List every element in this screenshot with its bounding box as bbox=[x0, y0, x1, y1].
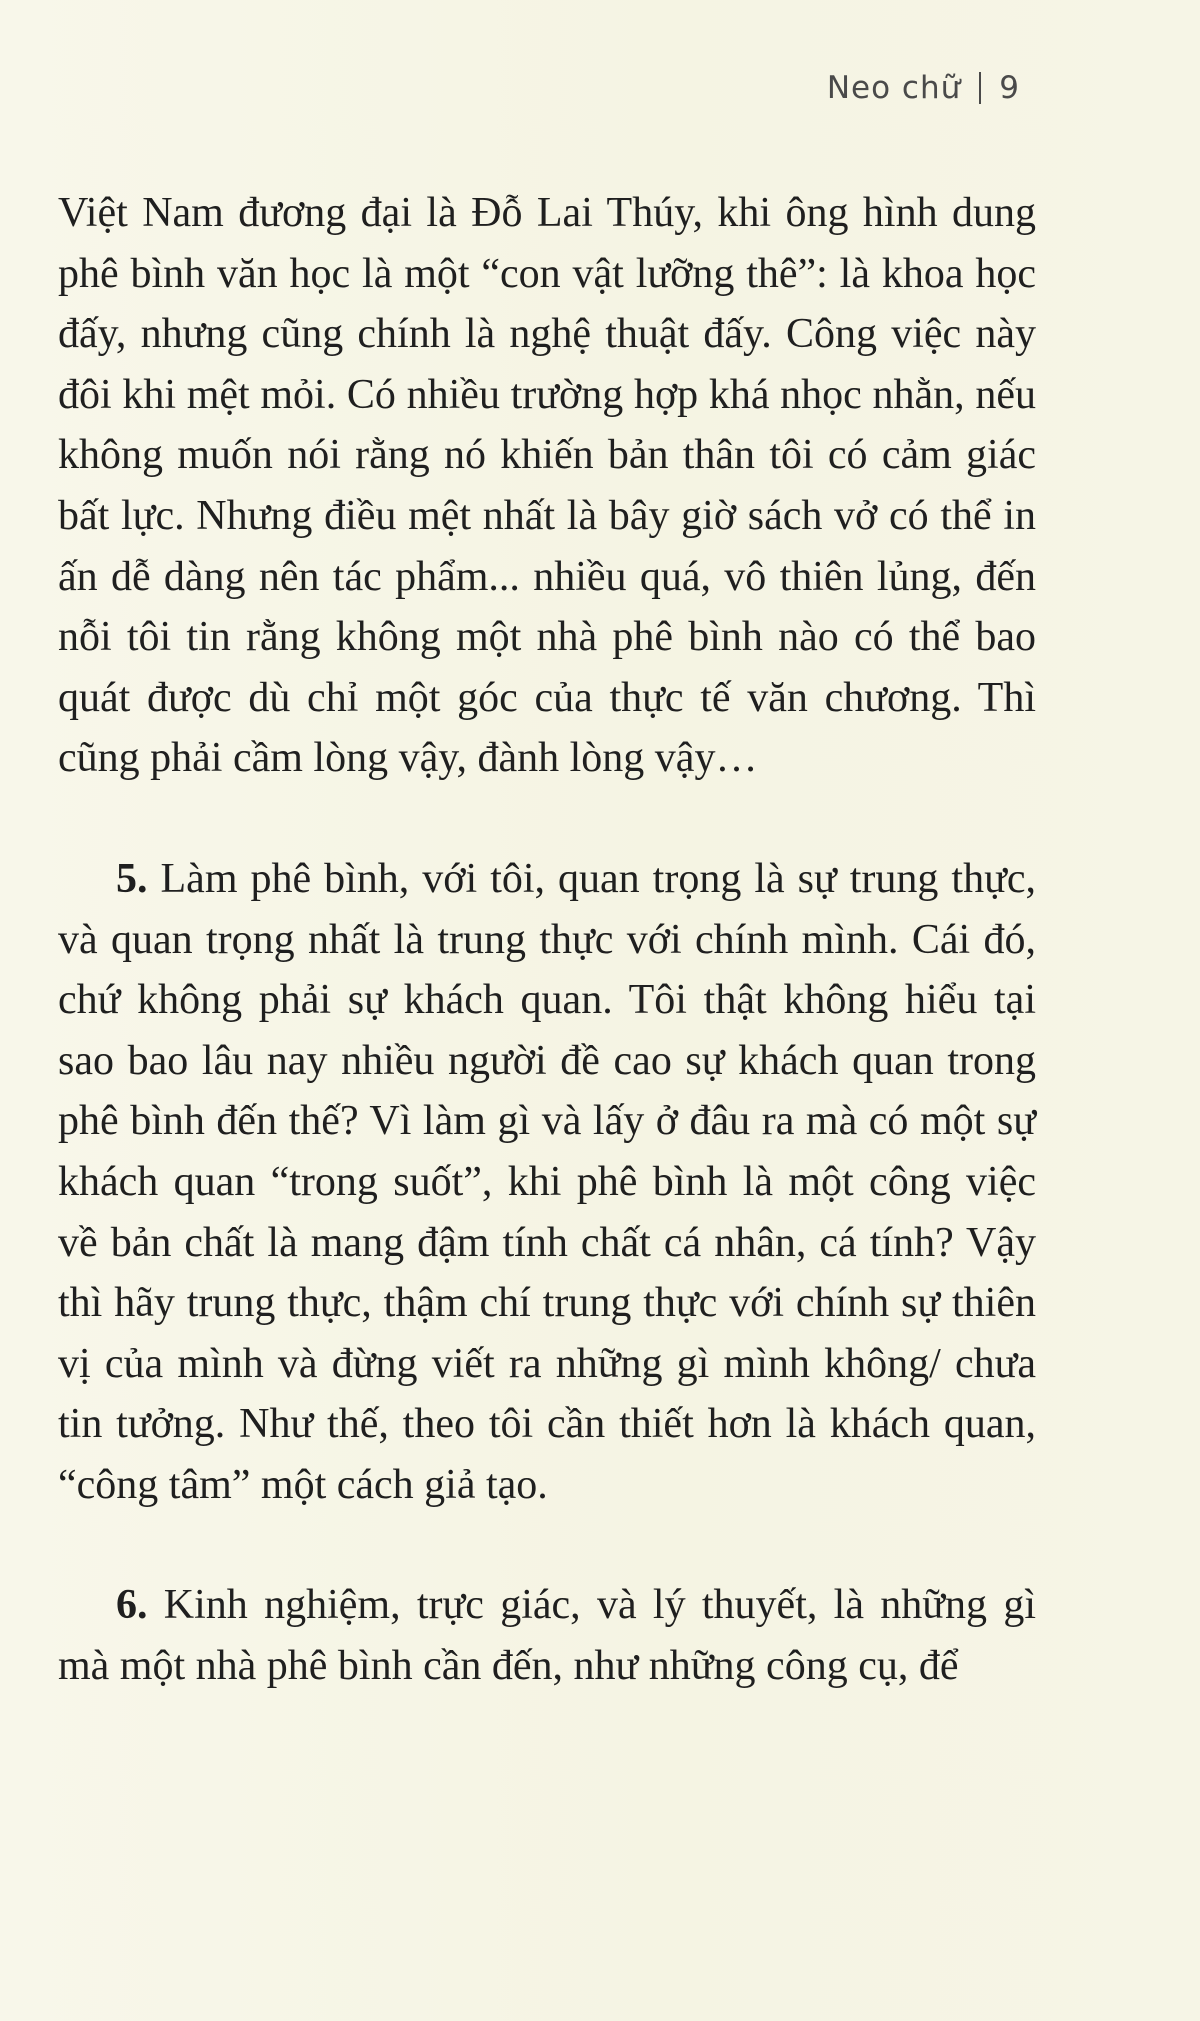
paragraph-number: 6. bbox=[116, 1582, 148, 1629]
paragraph-5 bbox=[58, 849, 1036, 1516]
paragraph-text: Kinh nghiệm, trực giác, và lý thuyết, là những gì mà một nhà phê bình cần đến, như những công cụ, để bbox=[58, 1582, 1036, 1690]
book-title: Neo chữ bbox=[826, 70, 962, 106]
page-body bbox=[58, 183, 1036, 1697]
paragraph-text: Làm phê bình, với tôi, quan trọng là sự trung thực, và quan trọng nhất là trung thực với chính mình. Cái đó, chứ không phải sự khách quan. Tôi thật không hiểu tại sao bao lâu nay nhiều người đề cao sự khách quan trong phê bình đến thế? Vì làm gì và lấy ở đâu ra mà có một sự khách quan “trong suốt”, khi phê bình là một công việc về bản chất là mang đậm tính chất cá nhân, cá tính? Vậy thì hãy trung thực, thậm chí trung thực với chính sự thiên vị của mình và đừng viết ra những gì mình không/ chưa tin tưởng. Như thế, theo tôi cần thiết hơn là khách quan, “công tâm” một cách giả tạo. bbox=[58, 855, 1036, 1508]
paragraph-6 bbox=[58, 1575, 1036, 1696]
page-number: 9 bbox=[999, 70, 1020, 106]
running-header bbox=[827, 70, 1020, 106]
paragraph-text: Việt Nam đương đại là Đỗ Lai Thúy, khi ông hình dung phê bình văn học là một “con vật lưỡng thê”: là khoa học đấy, nhưng cũng chính là nghệ thuật đấy. Công việc này đôi khi mệt mỏi. Có nhiều trường hợp khá nhọc nhằn, nếu không muốn nói rằng nó khiến bản thân tôi có cảm giác bất lực. Nhưng điều mệt nhất là bây giờ sách vở có thể in ấn dễ dàng nên tác phẩm... nhiều quá, vô thiên lủng, đến nỗi tôi tin rằng không một nhà phê bình nào có thể bao quát được dù chỉ một góc của thực tế văn chương. Thì cũng phải cầm lòng vậy, đành lòng vậy… bbox=[58, 190, 1036, 782]
paragraph-number: 5. bbox=[116, 855, 148, 902]
paragraph-continued bbox=[58, 183, 1036, 789]
header-separator bbox=[979, 72, 981, 104]
